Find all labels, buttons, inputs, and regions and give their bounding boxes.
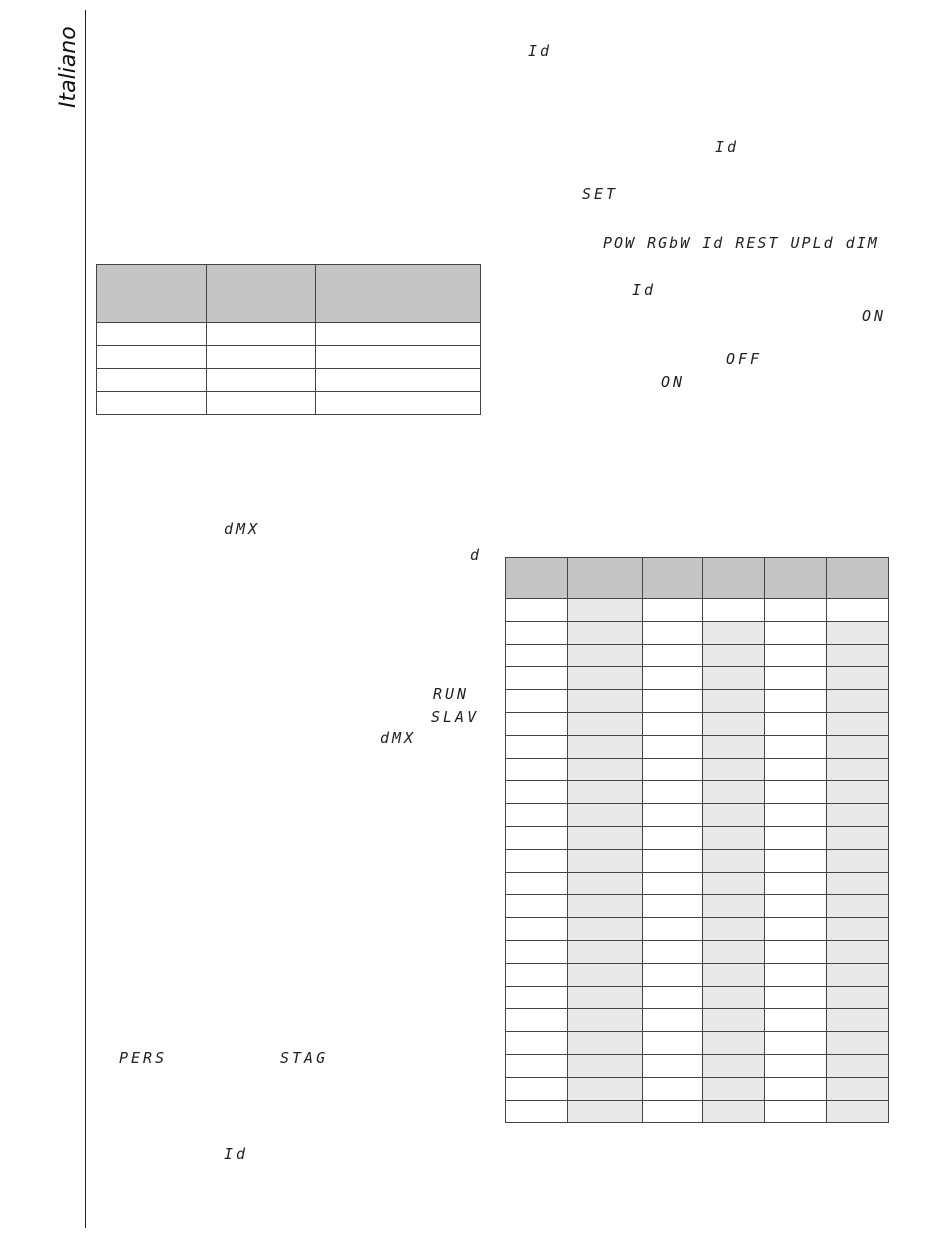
lcd-pers: PERS	[119, 1049, 168, 1067]
table-row	[506, 1054, 889, 1077]
table-cell	[703, 986, 765, 1009]
table-cell	[642, 1032, 703, 1055]
table-cell	[506, 1009, 568, 1032]
table-cell	[765, 895, 827, 918]
table-cell	[827, 667, 889, 690]
header-cell	[506, 558, 568, 599]
table-cell	[642, 1100, 703, 1123]
table-cell	[642, 758, 703, 781]
table-cell	[506, 940, 568, 963]
table-cell	[642, 621, 703, 644]
header-cell	[827, 558, 889, 599]
table-cell	[506, 758, 568, 781]
table-cell	[827, 781, 889, 804]
table-cell	[703, 940, 765, 963]
table-cell	[97, 346, 207, 369]
table-cell	[827, 735, 889, 758]
lcd-id-bottom: Id	[224, 1145, 249, 1163]
table-cell	[642, 804, 703, 827]
table-row	[506, 644, 889, 667]
table-cell	[642, 826, 703, 849]
lcd-stag: STAG	[280, 1049, 329, 1067]
header-cell	[316, 265, 481, 323]
table-cell	[506, 804, 568, 827]
table-cell	[703, 758, 765, 781]
table-row	[506, 918, 889, 941]
table-cell	[506, 963, 568, 986]
table-cell	[827, 826, 889, 849]
table-cell	[642, 781, 703, 804]
table-cell	[567, 1100, 642, 1123]
table-cell	[567, 1054, 642, 1077]
language-label: Italiano	[56, 26, 81, 108]
table-row	[506, 621, 889, 644]
table-cell	[642, 918, 703, 941]
lcd-on-right: ON	[862, 307, 887, 325]
table-cell	[703, 872, 765, 895]
lcd-set: SET	[582, 185, 619, 203]
lcd-id-top: Id	[528, 42, 553, 60]
table-cell	[506, 735, 568, 758]
table-cell	[642, 849, 703, 872]
table-cell	[642, 1054, 703, 1077]
table-row	[97, 392, 481, 415]
table-row	[506, 735, 889, 758]
table-row	[506, 690, 889, 713]
table-row	[506, 1100, 889, 1123]
table-cell	[642, 644, 703, 667]
table-cell	[765, 1032, 827, 1055]
table-cell	[506, 667, 568, 690]
table-cell	[703, 621, 765, 644]
table-cell	[827, 872, 889, 895]
table-cell	[567, 667, 642, 690]
table-cell	[703, 1032, 765, 1055]
lcd-on-left: ON	[661, 373, 686, 391]
table-cell	[703, 895, 765, 918]
table-cell	[567, 918, 642, 941]
table-cell	[827, 1032, 889, 1055]
table-cell	[827, 804, 889, 827]
table-cell	[206, 346, 316, 369]
table-cell	[642, 690, 703, 713]
table-cell	[506, 918, 568, 941]
table-row	[506, 667, 889, 690]
header-cell	[97, 265, 207, 323]
table-cell	[506, 690, 568, 713]
table-cell	[827, 895, 889, 918]
table-cell	[827, 849, 889, 872]
table-cell	[97, 369, 207, 392]
table-cell	[827, 599, 889, 622]
table-cell	[703, 599, 765, 622]
table-cell	[567, 986, 642, 1009]
table-row	[506, 826, 889, 849]
large-table-body	[506, 599, 889, 1123]
table-cell	[765, 986, 827, 1009]
table-cell	[703, 1100, 765, 1123]
table-cell	[703, 781, 765, 804]
header-cell	[703, 558, 765, 599]
table-cell	[642, 872, 703, 895]
table-row	[97, 323, 481, 346]
table-cell	[206, 392, 316, 415]
table-cell	[703, 1054, 765, 1077]
table-row	[506, 712, 889, 735]
table-cell	[703, 1009, 765, 1032]
table-cell	[567, 781, 642, 804]
table-cell	[506, 599, 568, 622]
table-cell	[506, 781, 568, 804]
table-cell	[567, 940, 642, 963]
lcd-id-third: Id	[632, 281, 657, 299]
table-cell	[765, 599, 827, 622]
table-cell	[642, 599, 703, 622]
table-cell	[506, 849, 568, 872]
table-cell	[703, 849, 765, 872]
table-cell	[765, 667, 827, 690]
table-cell	[206, 369, 316, 392]
table-cell	[827, 1077, 889, 1100]
table-cell	[567, 621, 642, 644]
table-cell	[206, 323, 316, 346]
margin-rule	[85, 10, 86, 1228]
table-cell	[567, 963, 642, 986]
table-cell	[827, 621, 889, 644]
table-cell	[827, 644, 889, 667]
header-cell	[567, 558, 642, 599]
table-cell	[567, 826, 642, 849]
table-cell	[765, 1100, 827, 1123]
table-cell	[567, 1077, 642, 1100]
table-cell	[316, 323, 481, 346]
table-cell	[765, 781, 827, 804]
table-cell	[765, 1054, 827, 1077]
table-cell	[765, 758, 827, 781]
table-cell	[567, 599, 642, 622]
header-cell	[642, 558, 703, 599]
lcd-slav: SLAV	[431, 708, 480, 726]
table-row	[506, 758, 889, 781]
table-cell	[642, 940, 703, 963]
table-cell	[827, 690, 889, 713]
table-cell	[567, 849, 642, 872]
table-row	[506, 895, 889, 918]
table-cell	[567, 735, 642, 758]
table-row	[506, 963, 889, 986]
header-cell	[765, 558, 827, 599]
table-row	[506, 599, 889, 622]
table-cell	[703, 690, 765, 713]
table-row	[506, 1032, 889, 1055]
table-cell	[316, 369, 481, 392]
table-cell	[765, 940, 827, 963]
lcd-dmx-a: dMX	[224, 520, 261, 538]
table-row	[506, 872, 889, 895]
table-cell	[642, 735, 703, 758]
table-cell	[506, 644, 568, 667]
table-cell	[567, 1032, 642, 1055]
table-cell	[506, 895, 568, 918]
table-cell	[827, 758, 889, 781]
table-cell	[316, 392, 481, 415]
table-cell	[703, 644, 765, 667]
large-table	[505, 557, 889, 1123]
table-row	[97, 346, 481, 369]
table-cell	[827, 986, 889, 1009]
table-cell	[703, 804, 765, 827]
small-table	[96, 264, 481, 415]
table-cell	[827, 1054, 889, 1077]
table-cell	[642, 1077, 703, 1100]
table-cell	[703, 735, 765, 758]
table-cell	[642, 963, 703, 986]
table-cell	[827, 940, 889, 963]
table-cell	[765, 690, 827, 713]
table-header-row	[506, 558, 889, 599]
table-cell	[567, 804, 642, 827]
lcd-dmx-b: dMX	[380, 729, 417, 747]
table-cell	[703, 712, 765, 735]
table-cell	[506, 621, 568, 644]
table-cell	[703, 918, 765, 941]
table-cell	[642, 895, 703, 918]
table-cell	[567, 1009, 642, 1032]
table-cell	[506, 872, 568, 895]
table-row	[506, 849, 889, 872]
table-cell	[316, 346, 481, 369]
table-cell	[506, 712, 568, 735]
table-cell	[827, 918, 889, 941]
table-cell	[703, 1077, 765, 1100]
table-row	[97, 369, 481, 392]
table-cell	[765, 804, 827, 827]
table-cell	[506, 986, 568, 1009]
table-cell	[506, 1100, 568, 1123]
table-cell	[567, 758, 642, 781]
table-cell	[765, 644, 827, 667]
table-cell	[567, 644, 642, 667]
table-cell	[703, 667, 765, 690]
table-row	[506, 986, 889, 1009]
table-cell	[765, 872, 827, 895]
table-cell	[642, 1009, 703, 1032]
lcd-id-second: Id	[715, 138, 740, 156]
table-cell	[642, 712, 703, 735]
table-row	[506, 1077, 889, 1100]
table-cell	[506, 1032, 568, 1055]
table-row	[506, 804, 889, 827]
table-cell	[765, 963, 827, 986]
table-cell	[765, 1009, 827, 1032]
table-cell	[703, 963, 765, 986]
table-cell	[765, 712, 827, 735]
table-cell	[765, 735, 827, 758]
lcd-off: OFF	[726, 350, 763, 368]
table-cell	[506, 1054, 568, 1077]
table-cell	[567, 712, 642, 735]
table-cell	[827, 1009, 889, 1032]
lcd-menu-line: POW RGbW Id REST UPLd dIM	[603, 234, 879, 252]
table-cell	[827, 712, 889, 735]
table-cell	[827, 1100, 889, 1123]
table-cell	[827, 963, 889, 986]
table-cell	[765, 849, 827, 872]
table-cell	[506, 1077, 568, 1100]
table-cell	[642, 667, 703, 690]
table-cell	[97, 323, 207, 346]
table-cell	[765, 826, 827, 849]
table-row	[506, 781, 889, 804]
table-cell	[642, 986, 703, 1009]
table-row	[506, 1009, 889, 1032]
table-row	[506, 940, 889, 963]
table-header-row	[97, 265, 481, 323]
table-cell	[567, 872, 642, 895]
lcd-run: RUN	[433, 685, 470, 703]
table-cell	[506, 826, 568, 849]
header-cell	[206, 265, 316, 323]
table-cell	[567, 895, 642, 918]
table-cell	[97, 392, 207, 415]
table-cell	[765, 1077, 827, 1100]
table-cell	[567, 690, 642, 713]
table-cell	[765, 621, 827, 644]
table-cell	[765, 918, 827, 941]
table-cell	[703, 826, 765, 849]
lcd-d: d	[470, 546, 483, 564]
